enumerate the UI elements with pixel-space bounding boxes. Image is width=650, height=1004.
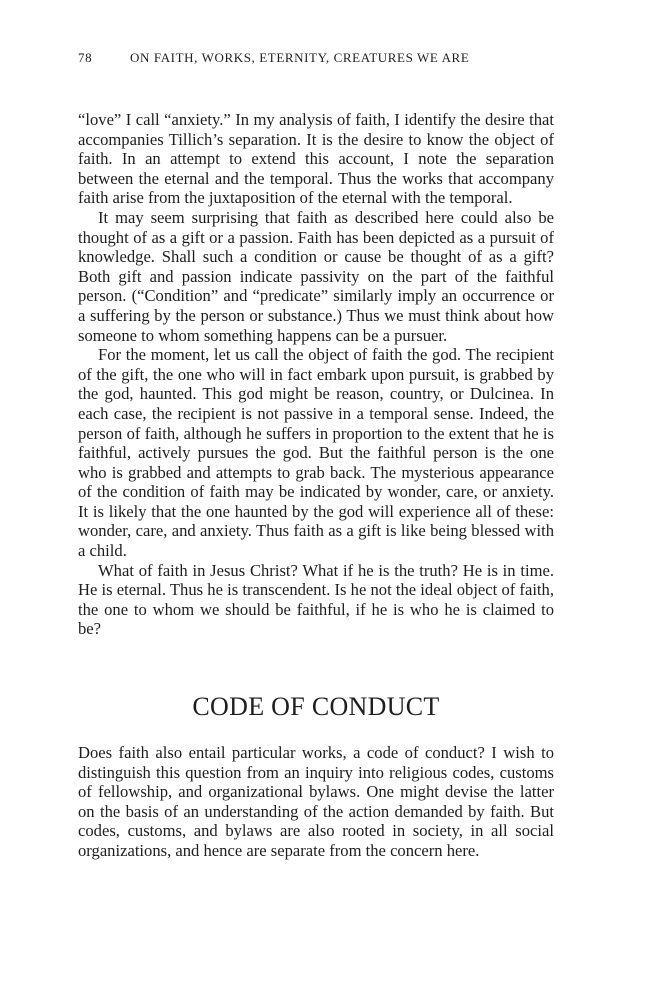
paragraph: What of faith in Jesus Christ? What if he is the truth? He is in time. He is eternal. Thus he is transcendent. Is he not the ideal object of faith, the one to whom we should be faithful, if he is who he is claimed to be? xyxy=(78,560,554,639)
body-text xyxy=(78,110,554,639)
page-number: 78 xyxy=(78,50,93,65)
paragraph: “love” I call “anxiety.” In my analysis of faith, I identify the desire that accompanies Tillich’s separation. It is the desire to know the object of faith. In an attempt to extend this account, I note the separation between the eternal and the temporal. Thus the works that accompany faith arise from the juxtaposition of the eternal with the temporal. xyxy=(78,110,554,208)
paragraph: Does faith also entail particular works, a code of conduct? I wish to distinguish this question from an inquiry into religious codes, customs of fellowship, and organizational bylaws. One might devise the latter on the basis of an understanding of the action demanded by faith. But codes, customs, and bylaws are also rooted in society, in all social organizations, and hence are separate from the concern here. xyxy=(78,743,554,860)
paragraph: For the moment, let us call the object of faith the god. The recipient of the gift, the one who will in fact embark upon pursuit, is grabbed by the god, haunted. This god might be reason, country, or Dulcinea. In each case, the recipient is not passive in a temporal sense. Indeed, the person of faith, although he suffers in proportion to the extent that he is faithful, actively pursues the god. But the faithful person is the one who is grabbed and attempts to grab back. The mysterious appearance of the condition of faith may be indicated by wonder, care, or anxiety. It is likely that the one haunted by the god will experience all of these: wonder, care, and anxiety. Thus faith as a gift is like being blessed with a child. xyxy=(78,345,554,561)
paragraph: It may seem surprising that faith as described here could also be thought of as a gift or a passion. Faith has been depicted as a pursuit of knowledge. Shall such a condition or cause be thought of as a gift? Both gift and passion indicate passivity on the part of the faithful person. (“Condition” and “predicate” similarly imply an occurrence or a suffering by the person or substance.) Thus we must think about how someone to whom something happens can be a pursuer. xyxy=(78,207,554,345)
book-page xyxy=(78,48,554,861)
section-heading: CODE OF CONDUCT xyxy=(192,692,440,722)
running-head xyxy=(78,48,554,68)
section-body xyxy=(78,743,554,861)
running-head-title: ON FAITH, WORKS, ETERNITY, CREATURES WE ARE xyxy=(130,50,470,65)
